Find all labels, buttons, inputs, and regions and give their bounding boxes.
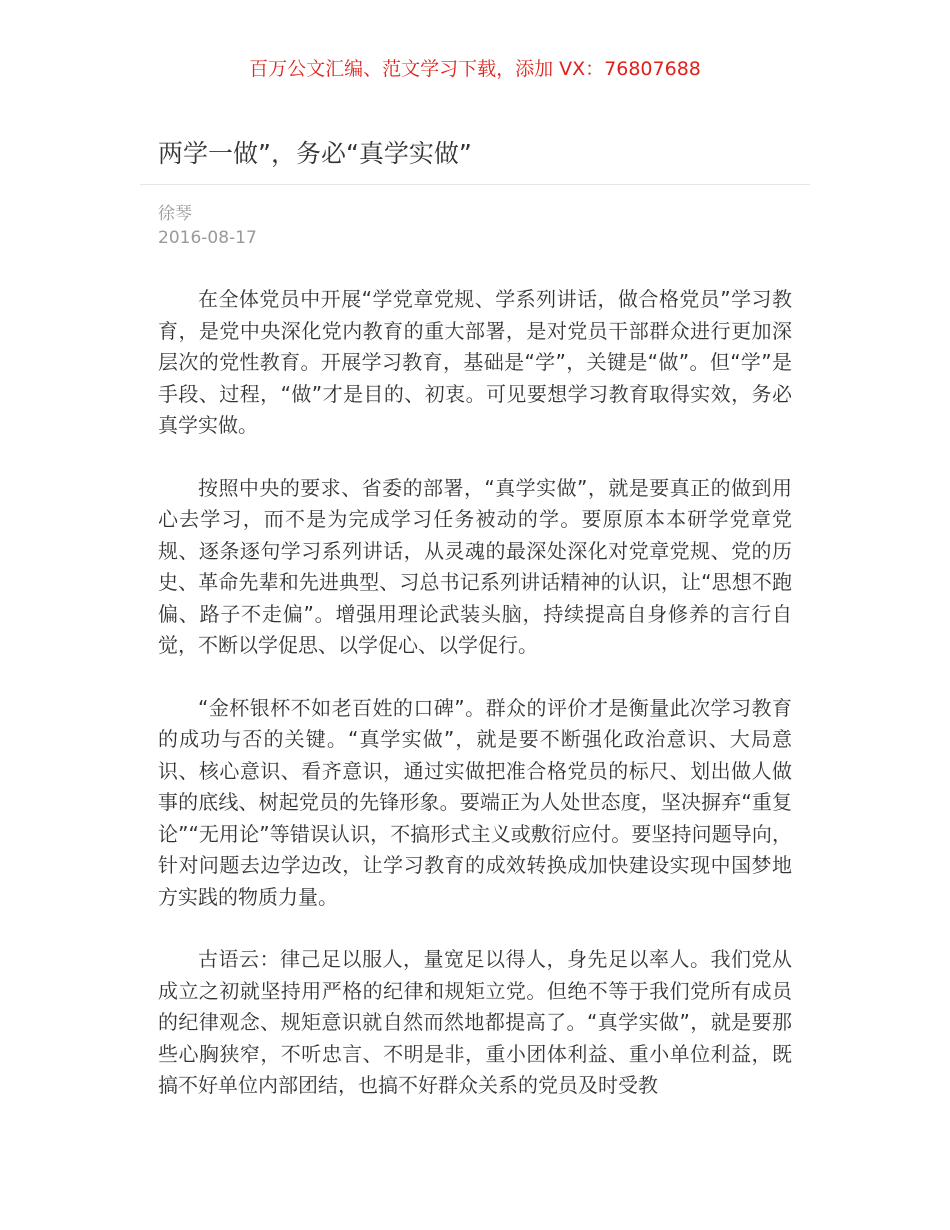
promo-banner: 百万公文汇编、范文学习下载，添加 VX：76807688 bbox=[249, 58, 701, 80]
article-author: 徐琴 bbox=[158, 204, 192, 224]
article-paragraph-3: “金杯银杯不如老百姓的口碑”。群众的评价才是衡量此次学习教育的成功与否的关键。“真学实做”，就是要不断强化政治意识、大局意识、核心意识、看齐意识，通过实做把准合格党员的标尺、划出做人做事的底线、树起党员的先锋形象。要端正为人处世态度，坚决摒弃“重复论”“无用论”等错误认识，不搞形式主义或敷衍应付。要坚持问题导向，针对问题去边学边改，让学习教育的成效转换成加快建设实现中国梦地方实践的物质力量。 bbox=[158, 695, 792, 909]
article-paragraph-2: 按照中央的要求、省委的部署，“真学实做”，就是要真正的做到用心去学习，而不是为完成学习任务被动的学。要原原本本研学党章党规、逐条逐句学习系列讲话，从灵魂的最深处深化对党章党规、党的历史、革命先辈和先进典型、习总书记系列讲话精神的认识，让“思想不跑偏、路子不走偏”。增强用理论武装头脑，持续提高自身修养的言行自觉，不断以学促思、以学促心、以学促行。 bbox=[158, 475, 792, 657]
title-divider bbox=[140, 184, 810, 185]
article-date: 2016-08-17 bbox=[158, 228, 257, 248]
article-body bbox=[158, 284, 792, 1133]
article-paragraph-1: 在全体党员中开展“学党章党规、学系列讲话，做合格党员”学习教育，是党中央深化党内教育的重大部署，是对党员干部群众进行更加深层次的党性教育。开展学习教育，基础是“学”，关键是“做”。但“学”是手段、过程，“做”才是目的、初衷。可见要想学习教育取得实效，务必真学实做。 bbox=[158, 287, 792, 437]
article-paragraph-4: 古语云：律己足以服人，量宽足以得人，身先足以率人。我们党从成立之初就坚持用严格的纪律和规矩立党。但绝不等于我们党所有成员的纪律观念、规矩意识就自然而然地都提高了。“真学实做”，就是要那些心胸狭窄，不听忠言、不明是非，重小团体利益、重小单位利益，既搞不好单位内部团结，也搞不好群众关系的党员及时受教 bbox=[158, 947, 792, 1097]
article-title: 两学一做”，务必“真学实做” bbox=[158, 139, 472, 168]
article-meta bbox=[158, 202, 257, 250]
